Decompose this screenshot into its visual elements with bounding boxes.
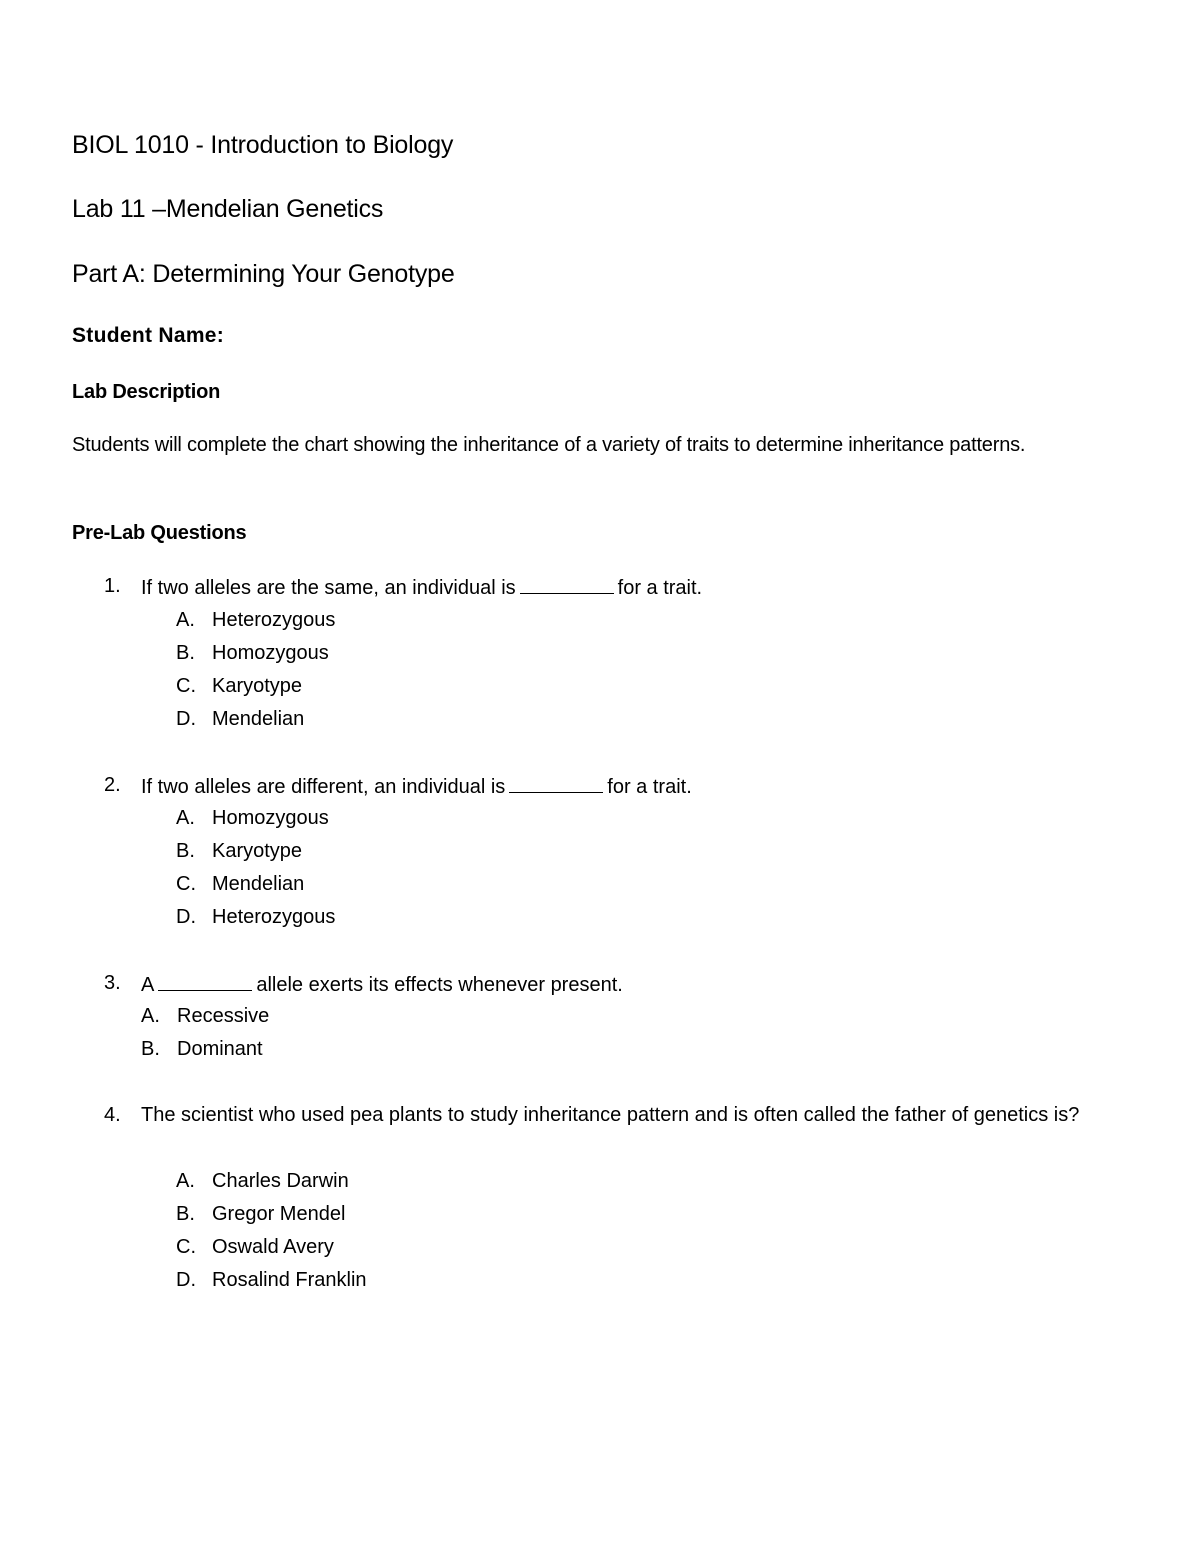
option-text: Dominant <box>177 1038 263 1060</box>
option-letter: C. <box>176 675 196 697</box>
question-number: 2. <box>104 774 121 796</box>
question-text-after-blank: for a trait. <box>617 577 703 599</box>
option-text: Mendelian <box>212 708 305 730</box>
option-letter: A. <box>141 1005 160 1027</box>
option-text: Karyotype <box>212 675 303 697</box>
lab-title: Lab 11 –Mendelian Genetics <box>72 195 384 223</box>
answer-blank <box>520 575 614 594</box>
question-text-before-blank: If two alleles are different, an individual is <box>141 776 506 798</box>
question-text <box>141 972 623 997</box>
option-text: Rosalind Franklin <box>212 1269 367 1291</box>
lab-description-text: Students will complete the chart showing the inheritance of a variety of traits to determine inheritance patterns. <box>72 434 1026 456</box>
option-letter: D. <box>176 708 196 730</box>
option-letter: B. <box>176 642 195 664</box>
question-text-before-blank: A <box>141 974 155 996</box>
question-text-before-blank: If two alleles are the same, an individual is <box>141 577 516 599</box>
question-text-after-blank: for a trait. <box>607 776 692 798</box>
prelab-heading: Pre-Lab Questions <box>72 522 247 544</box>
part-title: Part A: Determining Your Genotype <box>72 260 455 288</box>
lab-description-heading: Lab Description <box>72 381 221 403</box>
option-letter: D. <box>176 1269 196 1291</box>
option-text: Gregor Mendel <box>212 1203 346 1225</box>
option-letter: C. <box>176 1236 196 1258</box>
option-letter: A. <box>176 807 195 829</box>
question-text <box>141 774 692 799</box>
option-letter: C. <box>176 873 196 895</box>
option-text: Charles Darwin <box>212 1170 349 1192</box>
option-text: Heterozygous <box>212 609 336 631</box>
option-text: Oswald Avery <box>212 1236 334 1258</box>
option-letter: B. <box>176 1203 195 1225</box>
option-letter: B. <box>141 1038 160 1060</box>
answer-blank <box>158 972 252 991</box>
option-letter: D. <box>176 906 196 928</box>
option-letter: B. <box>176 840 195 862</box>
question-number: 1. <box>104 575 121 597</box>
course-title: BIOL 1010 - Introduction to Biology <box>72 131 454 159</box>
option-text: Heterozygous <box>212 906 336 928</box>
question-text <box>141 575 702 600</box>
question-text-after-blank: allele exerts its effects whenever present. <box>256 974 623 996</box>
option-letter: A. <box>176 609 195 631</box>
option-text: Homozygous <box>212 642 329 664</box>
answer-blank <box>509 774 603 793</box>
option-letter: A. <box>176 1170 195 1192</box>
question-number: 4. <box>104 1104 121 1126</box>
student-name-label: Student Name: <box>72 324 225 347</box>
question-text: The scientist who used pea plants to study inheritance pattern and is often called the father of genetics is? <box>141 1104 1080 1126</box>
option-text: Karyotype <box>212 840 303 862</box>
option-text: Mendelian <box>212 873 305 895</box>
option-text: Homozygous <box>212 807 329 829</box>
question-number: 3. <box>104 972 121 994</box>
option-text: Recessive <box>177 1005 270 1027</box>
